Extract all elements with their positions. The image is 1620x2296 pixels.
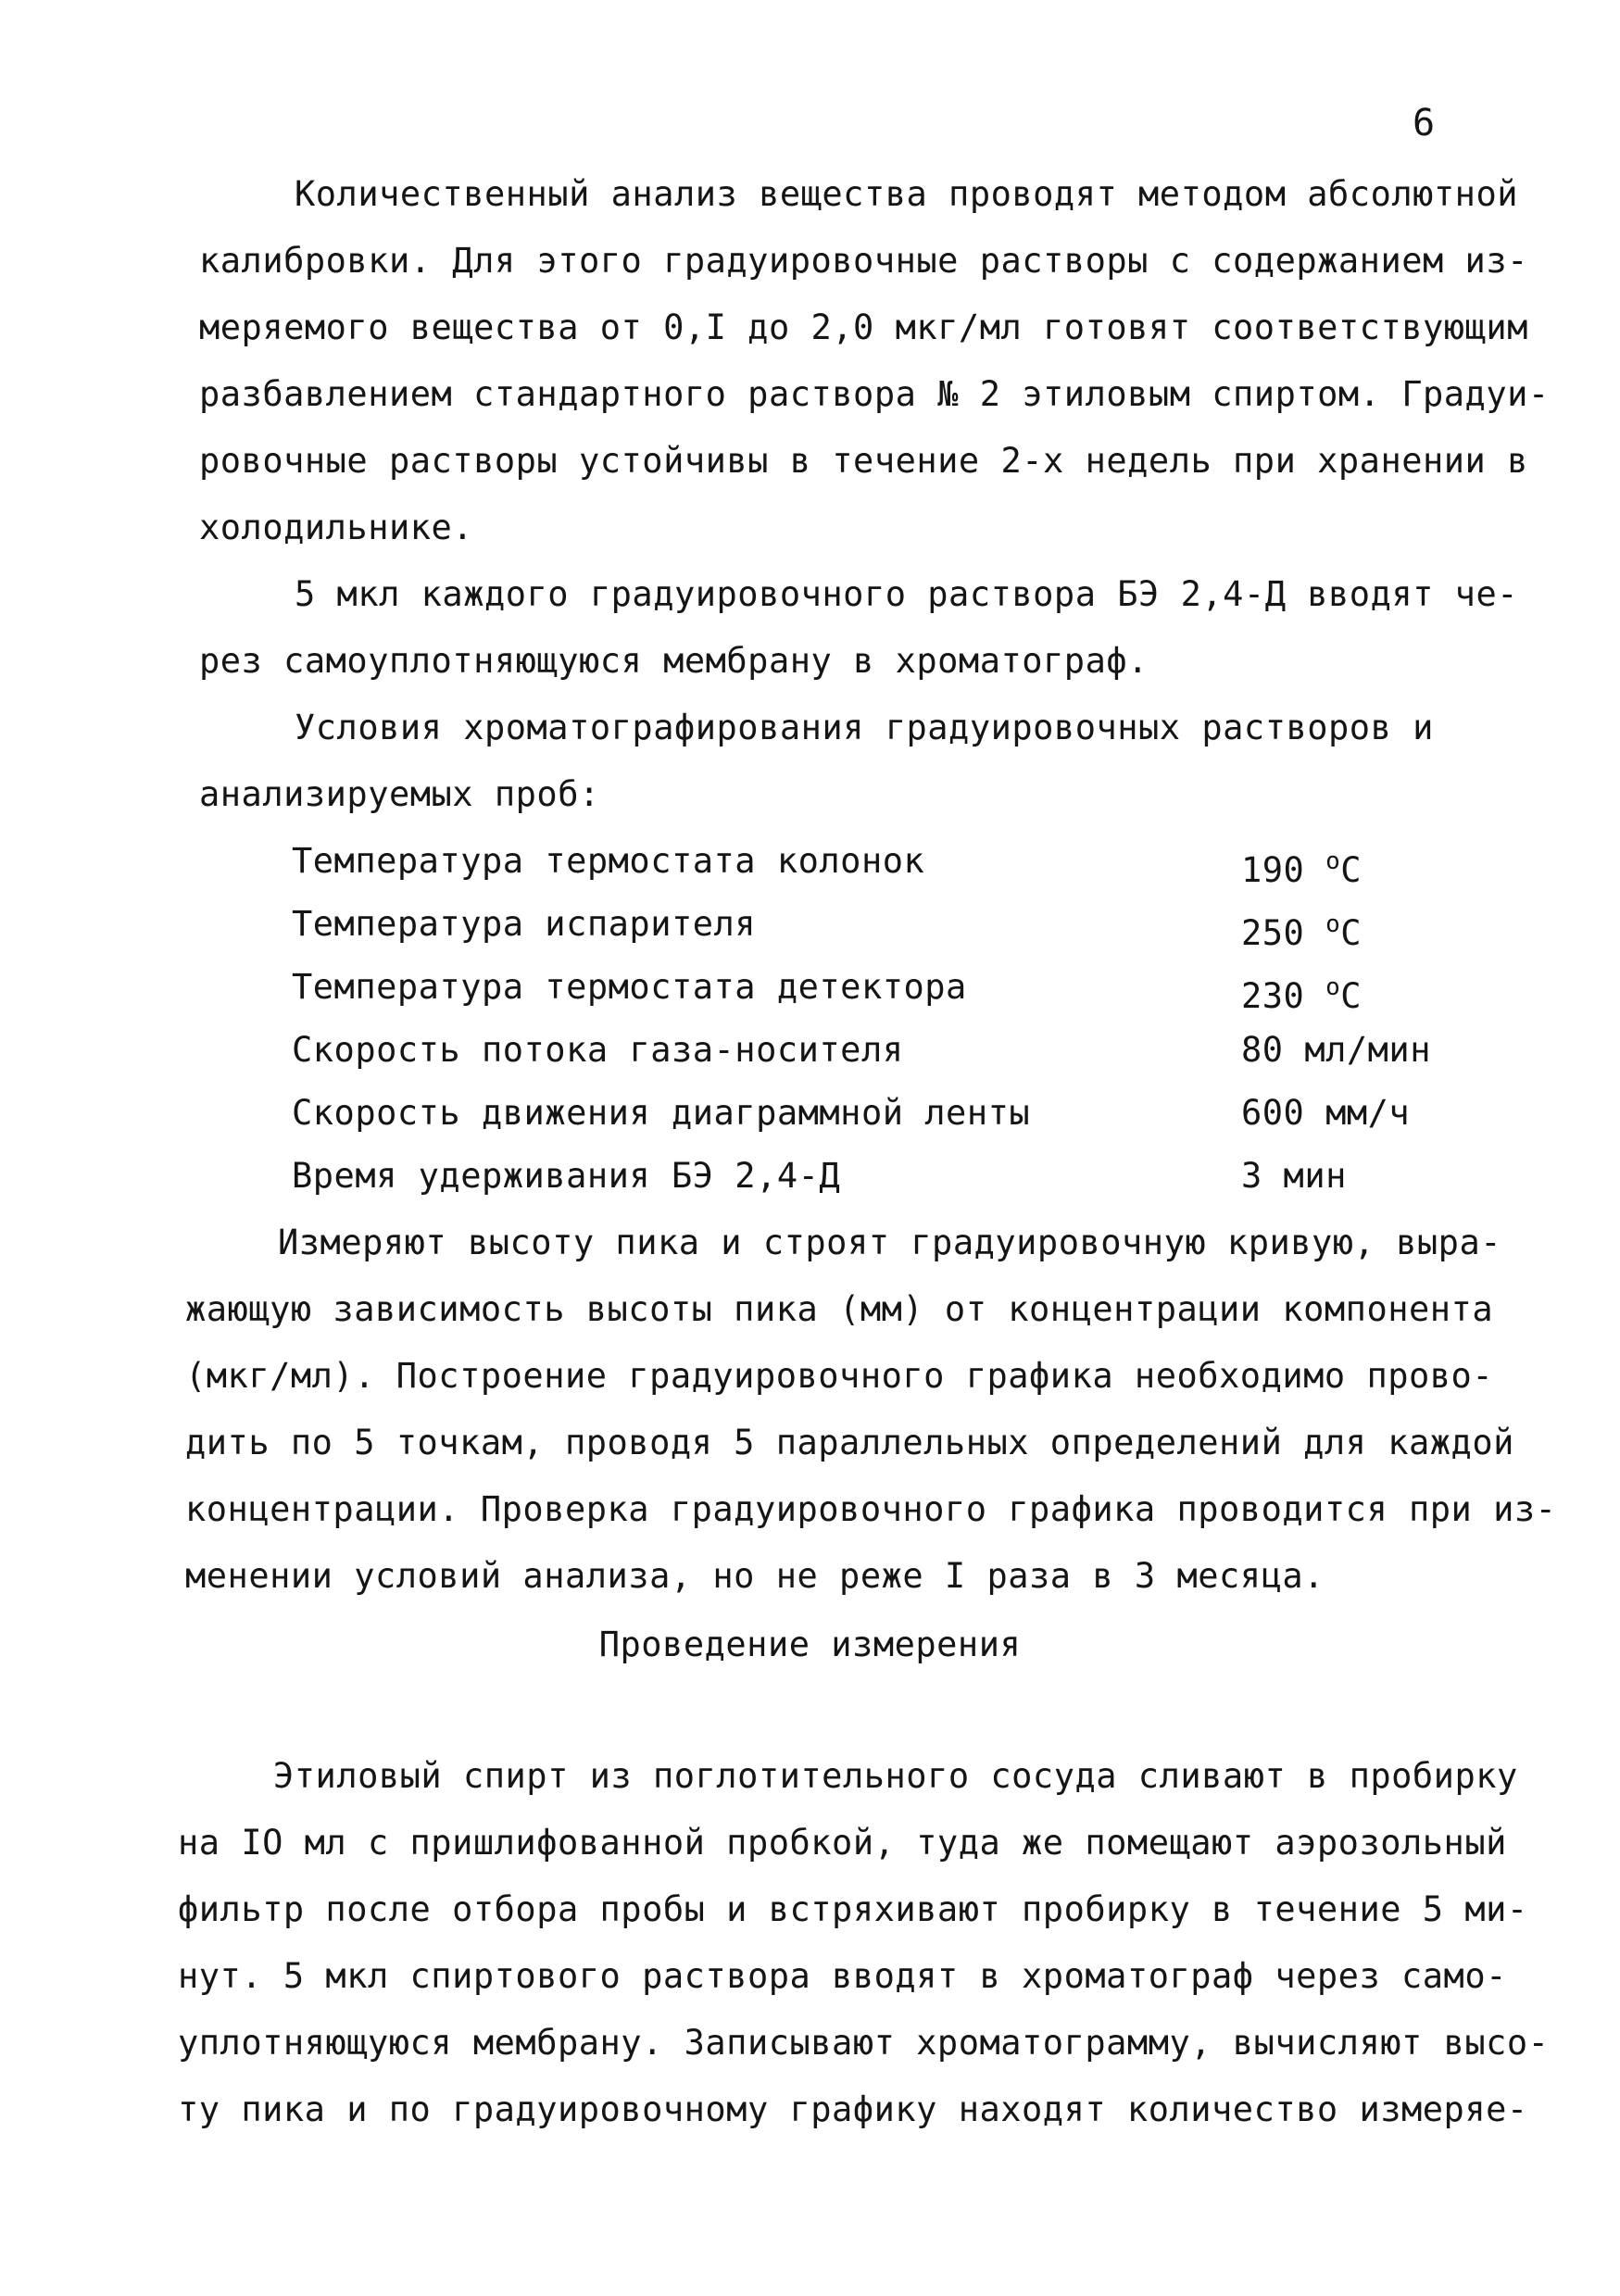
- condition-label: Скорость движения диаграммной ленты: [292, 1093, 1031, 1133]
- text-line: холодильнике.: [199, 508, 474, 547]
- text-line: дить по 5 точкам, проводя 5 параллельных определений для каждой: [185, 1423, 1514, 1462]
- page-number: 6: [1413, 102, 1436, 144]
- condition-value: 190 $^o$С: [1241, 847, 1363, 890]
- text-line: рез самоуплотняющуюся мембрану в хроматограф.: [199, 641, 1149, 681]
- text-line: Количественный анализ вещества проводят методом абсолютной: [295, 174, 1519, 214]
- text-line: Условия хроматографирования градуировочных растворов и: [295, 708, 1434, 747]
- text-line: концентрации. Проверка градуировочного графика проводится при из-: [185, 1489, 1557, 1529]
- condition-label: Температура термостата детектора: [292, 967, 967, 1007]
- text-line: Измеряют высоту пика и строят градуировочную кривую, выра-: [278, 1223, 1502, 1262]
- condition-label: Температура термостата колонок: [292, 841, 925, 881]
- condition-value: 80 мл/мин: [1241, 1030, 1431, 1070]
- text-line: калибровки. Для этого градуировочные растворы с содержанием из-: [199, 241, 1528, 281]
- text-line: меряемого вещества от 0,I до 2,0 мкг/мл готовят соответствующим: [199, 307, 1528, 347]
- condition-label: Скорость потока газа-носителя: [292, 1030, 904, 1070]
- condition-label: Время удерживания БЭ 2,4-Д: [292, 1156, 841, 1196]
- text-line: на IO мл с пришлифованной пробкой, туда же помещают аэрозольный: [178, 1823, 1507, 1863]
- text-line: ту пика и по градуировочному графику находят количество измеряе-: [178, 2089, 1528, 2129]
- text-line: жающую зависимость высоты пика (мм) от концентрации компонента: [185, 1289, 1494, 1329]
- text-line: менении условий анализа, но не реже I раза в 3 месяца.: [185, 1556, 1325, 1596]
- text-line: Этиловый спирт из поглотительного сосуда сливают в пробирку: [273, 1756, 1518, 1796]
- section-heading: Проведение измерения: [598, 1625, 1022, 1664]
- text-line: фильтр после отбора пробы и встряхивают пробирку в течение 5 ми-: [178, 1889, 1528, 1929]
- text-line: (мкг/мл). Построение градуировочного графика необходимо прово-: [185, 1356, 1494, 1396]
- text-line: нут. 5 мкл спиртового раствора вводят в хроматограф через само-: [178, 1956, 1507, 1996]
- text-line: ровочные растворы устойчивы в течение 2-х недель при хранении в: [199, 441, 1528, 481]
- condition-value: 3 мин: [1241, 1156, 1347, 1196]
- text-line: уплотняющуюся мембрану. Записывают хроматограмму, вычисляют высо-: [178, 2023, 1550, 2063]
- text-line: разбавлением стандартного раствора № 2 этиловым спиртом. Градуи-: [199, 374, 1550, 414]
- condition-value: 250 $^o$С: [1241, 910, 1363, 953]
- text-line: 5 мкл каждого градуировочного раствора БЭ 2,4-Д вводят че-: [295, 574, 1519, 614]
- condition-value: 600 мм/ч: [1241, 1093, 1411, 1133]
- text-line: анализируемых проб:: [199, 774, 600, 814]
- condition-label: Температура испарителя: [292, 904, 757, 944]
- condition-value: 230 $^o$С: [1241, 973, 1363, 1016]
